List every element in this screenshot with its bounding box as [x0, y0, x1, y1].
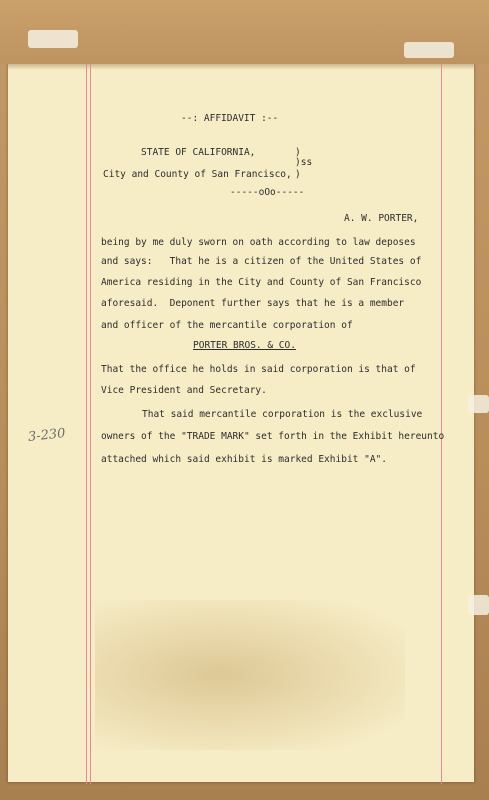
- para1-line3: America residing in the City and County of San Francisco: [101, 277, 422, 288]
- para1-line4: aforesaid. Deponent further says that he is a member: [101, 298, 405, 309]
- para1-line5: and officer of the mercantile corporation of: [101, 320, 353, 331]
- para1-line2: and says: That he is a citizen of the United States of: [101, 256, 422, 267]
- document-title: --: AFFIDAVIT :--: [181, 113, 279, 124]
- venue-state: STATE OF CALIFORNIA,: [141, 147, 256, 158]
- separator: -----oOo-----: [230, 187, 305, 198]
- fold-shadow: [8, 64, 474, 70]
- company-name: PORTER BROS. & CO.: [193, 340, 296, 351]
- tape-right: [404, 42, 454, 58]
- para1-line1: being by me duly sworn on oath according to law deposes: [101, 237, 416, 248]
- para3-line1: That said mercantile corporation is the exclusive: [142, 409, 423, 420]
- para2-line1: That the office he holds in said corporation is that of: [101, 364, 416, 375]
- right-margin-line: [441, 64, 442, 784]
- para2-line2: Vice President and Secretary.: [101, 385, 267, 396]
- affiant-name: A. W. PORTER,: [344, 213, 419, 224]
- para3-line3: attached which said exhibit is marked Exhibit "A".: [101, 454, 387, 465]
- tape-edge-right-lower: [468, 595, 489, 615]
- left-margin-line: [86, 64, 87, 784]
- venue-brace-2: ): [295, 169, 301, 180]
- venue-county: City and County of San Francisco,: [103, 169, 292, 180]
- pencil-margin-note: 3-230: [27, 426, 67, 445]
- para3-line2: owners of the "TRADE MARK" set forth in the Exhibit hereunto: [101, 431, 445, 442]
- venue-ss: )ss: [295, 157, 313, 168]
- left-margin-line-2: [90, 64, 91, 784]
- venue-brace-1: ): [295, 147, 301, 158]
- tape-left: [28, 30, 78, 48]
- water-stain: [95, 600, 405, 750]
- tape-edge-right: [468, 395, 489, 413]
